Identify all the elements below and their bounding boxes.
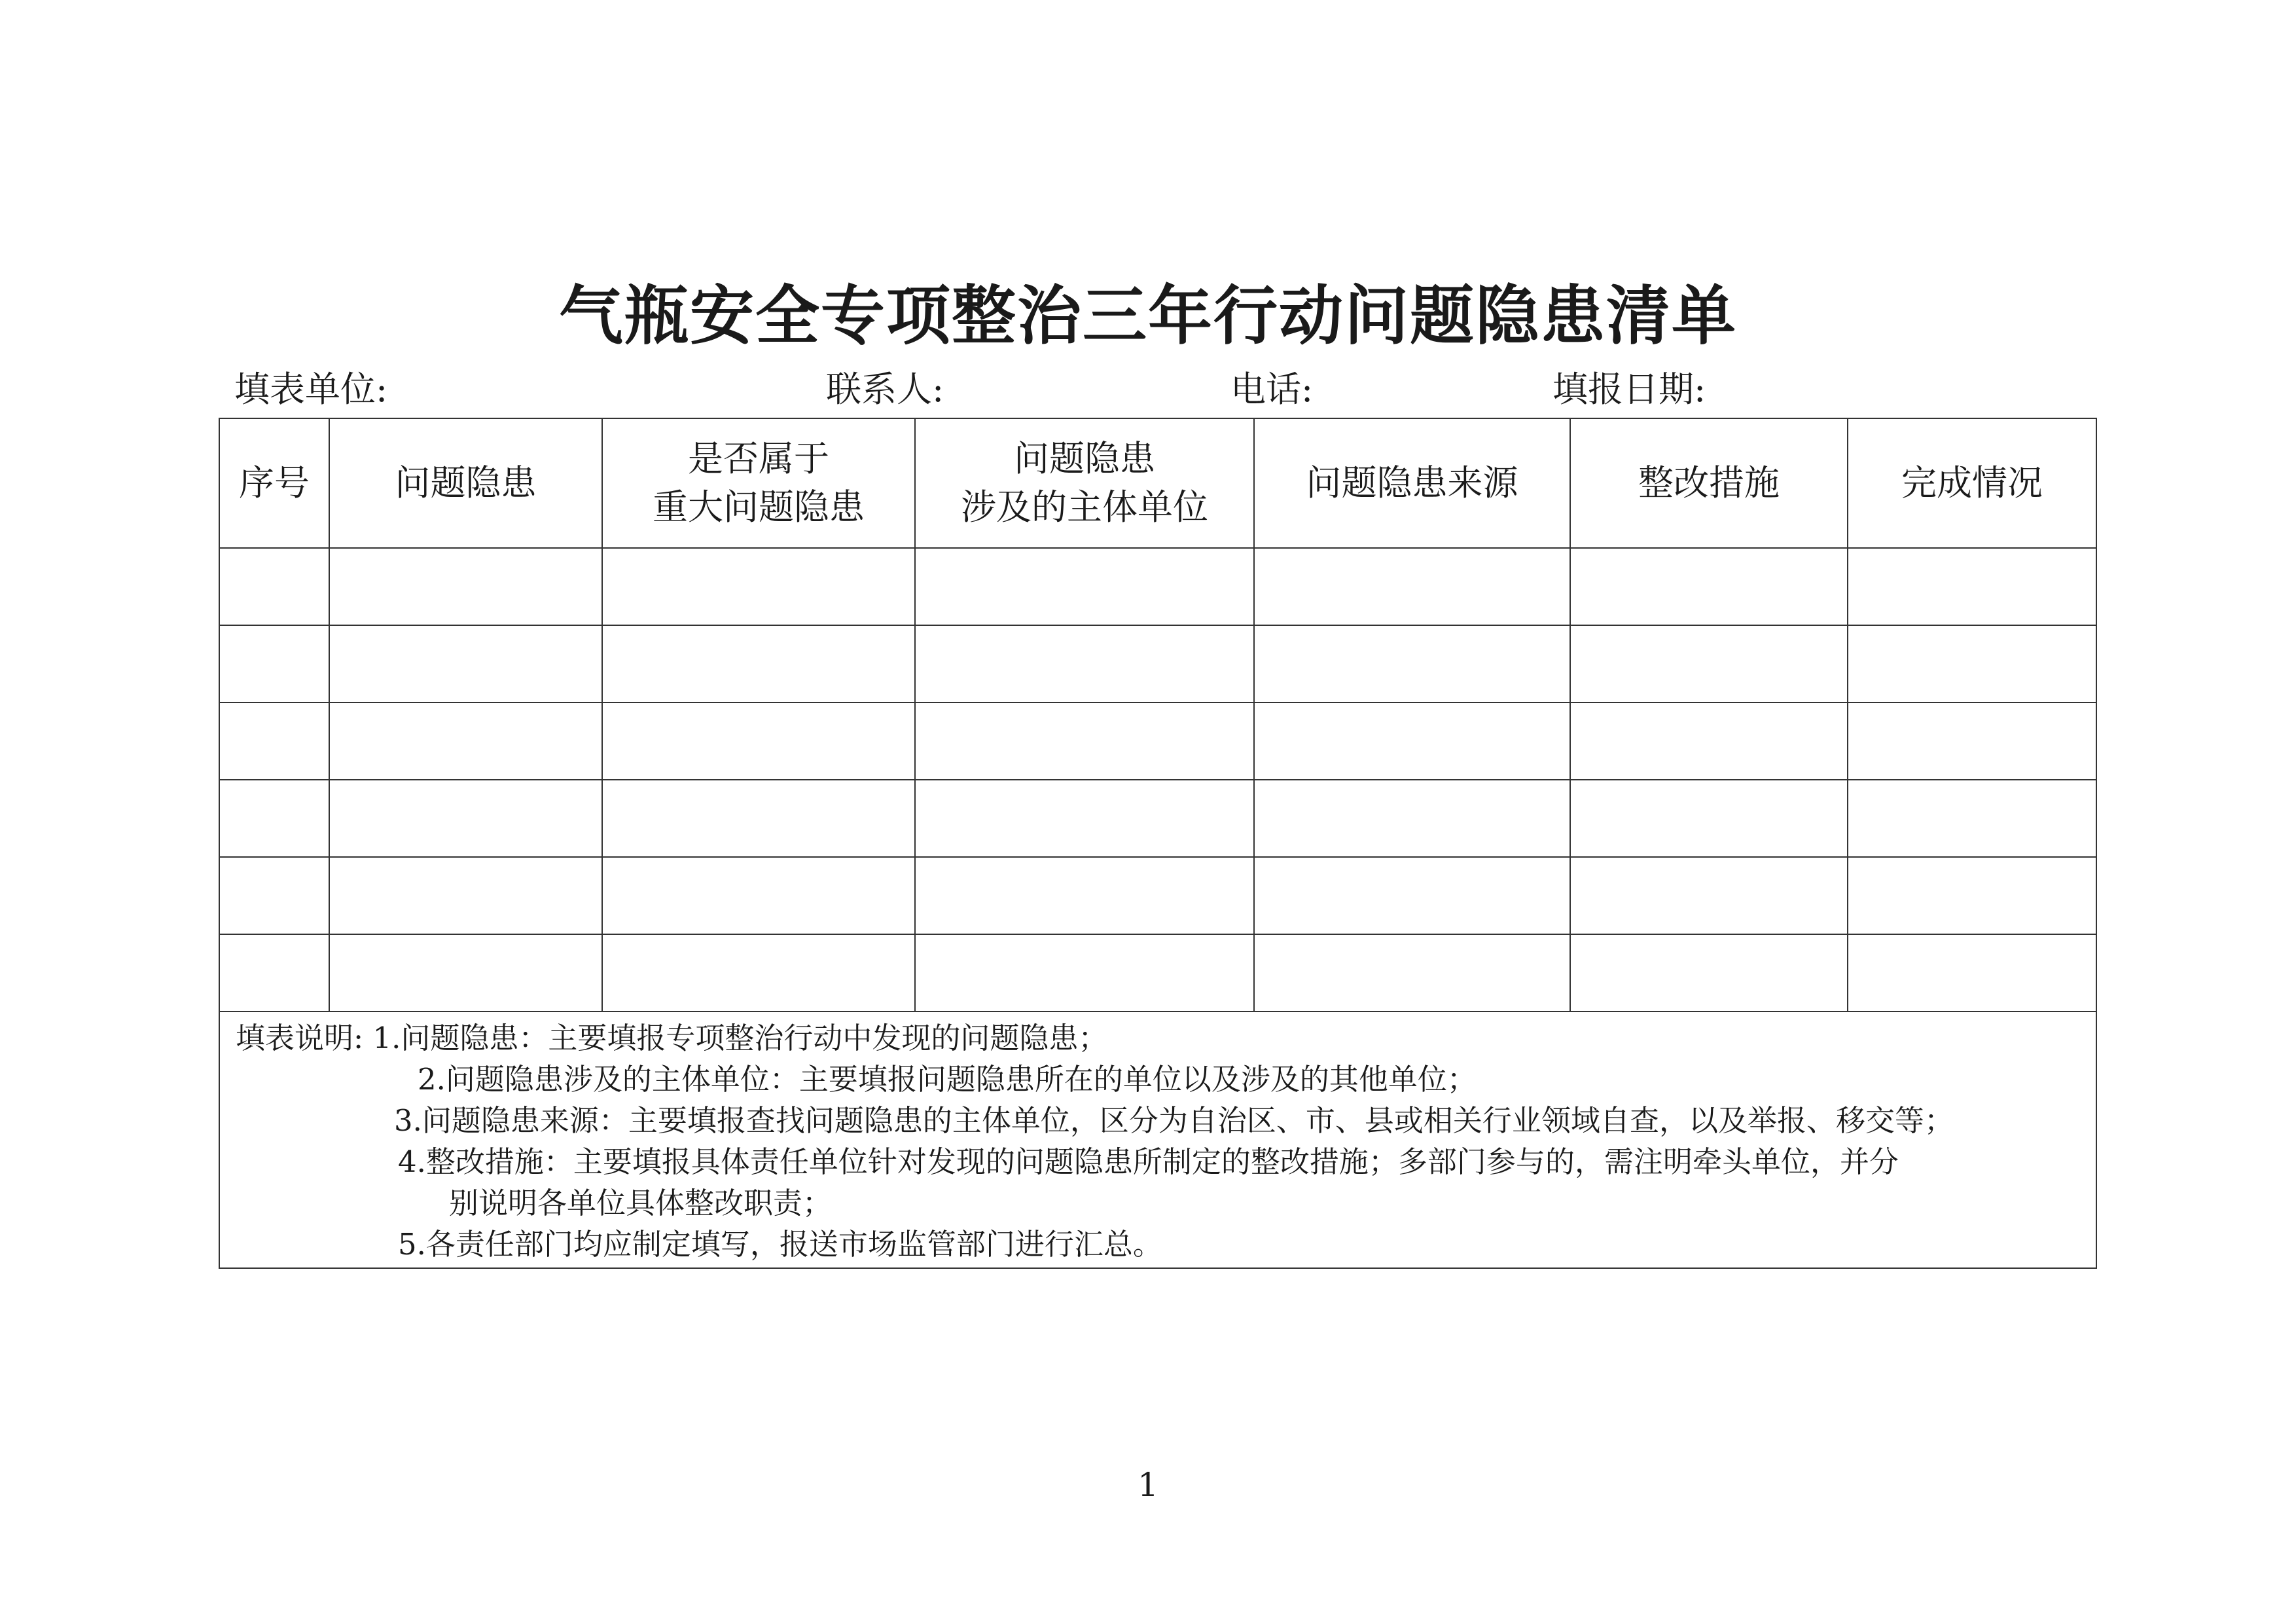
table-cell[interactable] [602, 625, 915, 702]
table-cell[interactable] [1848, 857, 2096, 934]
table-cell[interactable] [219, 780, 329, 857]
table-cell[interactable] [1254, 857, 1570, 934]
phone-label: 电话: [1230, 369, 1314, 410]
table-cell[interactable] [219, 934, 329, 1012]
table-cell[interactable] [329, 702, 602, 780]
table-cell[interactable] [602, 548, 915, 625]
header-completion-status: 完成情况 [1848, 418, 2096, 548]
table-cell[interactable] [219, 625, 329, 702]
contact-person-label: 联系人: [826, 369, 944, 410]
table-cell[interactable] [1570, 780, 1848, 857]
table-row [219, 857, 2096, 934]
instruction-item-3: 3.问题隐患来源：主要填报查找问题隐患的主体单位，区分为自治区、市、县或相关行业领域自查，以及举报、移交等； [394, 1103, 1954, 1138]
header-responsible-entity: 问题隐患 涉及的主体单位 [915, 418, 1254, 548]
header-rectification-measures: 整改措施 [1570, 418, 1848, 548]
table-cell[interactable] [329, 857, 602, 934]
table-cell[interactable] [329, 780, 602, 857]
table-row [219, 548, 2096, 625]
table-cell[interactable] [1848, 780, 2096, 857]
page-number: 1 [1138, 1466, 1158, 1504]
table-cell[interactable] [329, 548, 602, 625]
instruction-item-4: 4.整改措施：主要填报具体责任单位针对发现的问题隐患所制定的整改措施；多部门参与的，需注明牵头单位，并分 [398, 1144, 1899, 1179]
table-cell[interactable] [915, 548, 1254, 625]
instruction-item-1: 1.问题隐患：主要填报专项整治行动中发现的问题隐患； [372, 1021, 1108, 1055]
table-cell[interactable] [1848, 702, 2096, 780]
table-cell[interactable] [1254, 934, 1570, 1012]
header-hazard: 问题隐患 [329, 418, 602, 548]
table-cell[interactable] [1254, 780, 1570, 857]
table-cell[interactable] [1570, 702, 1848, 780]
table-cell[interactable] [915, 702, 1254, 780]
table-cell[interactable] [1254, 625, 1570, 702]
table-cell[interactable] [1570, 857, 1848, 934]
table-cell[interactable] [915, 780, 1254, 857]
table-cell[interactable] [329, 934, 602, 1012]
table-row [219, 934, 2096, 1012]
table-cell[interactable] [1570, 934, 1848, 1012]
table-row [219, 702, 2096, 780]
table-cell[interactable] [1848, 934, 2096, 1012]
table-cell[interactable] [219, 548, 329, 625]
hazard-list-table [219, 418, 2097, 1269]
instruction-item-2: 2.问题隐患涉及的主体单位：主要填报问题隐患所在的单位以及涉及的其他单位； [418, 1062, 1477, 1097]
table-row [219, 780, 2096, 857]
table-cell[interactable] [1254, 548, 1570, 625]
table-row [219, 625, 2096, 702]
table-cell[interactable] [602, 934, 915, 1012]
header-serial-number: 序号 [219, 418, 329, 548]
table-header-row [219, 418, 2096, 548]
table-cell[interactable] [602, 857, 915, 934]
table-cell[interactable] [1848, 625, 2096, 702]
table-cell[interactable] [915, 934, 1254, 1012]
table-cell[interactable] [602, 702, 915, 780]
table-cell[interactable] [219, 857, 329, 934]
table-cell[interactable] [1570, 625, 1848, 702]
table-cell[interactable] [915, 857, 1254, 934]
instructions-label: 填表说明: [236, 1021, 364, 1055]
table-cell[interactable] [1254, 702, 1570, 780]
table-cell[interactable] [602, 780, 915, 857]
document-title: 气瓶安全专项整治三年行动问题隐患清单 [558, 278, 1737, 354]
table-cell[interactable] [219, 702, 329, 780]
table-cell[interactable] [329, 625, 602, 702]
table-cell[interactable] [915, 625, 1254, 702]
table-cell[interactable] [1848, 548, 2096, 625]
instruction-item-5: 5.各责任部门均应制定填写，报送市场监管部门进行汇总。 [398, 1227, 1162, 1262]
fill-instructions [219, 1012, 2096, 1268]
header-hazard-source: 问题隐患来源 [1254, 418, 1570, 548]
header-is-major-hazard: 是否属于 重大问题隐患 [602, 418, 915, 548]
table-cell[interactable] [1570, 548, 1848, 625]
notes-row [219, 1012, 2096, 1268]
instruction-item-4-continued: 别说明各单位具体整改职责； [449, 1186, 833, 1220]
fill-unit-label: 填表单位: [234, 369, 388, 410]
report-date-label: 填报日期: [1552, 369, 1706, 410]
